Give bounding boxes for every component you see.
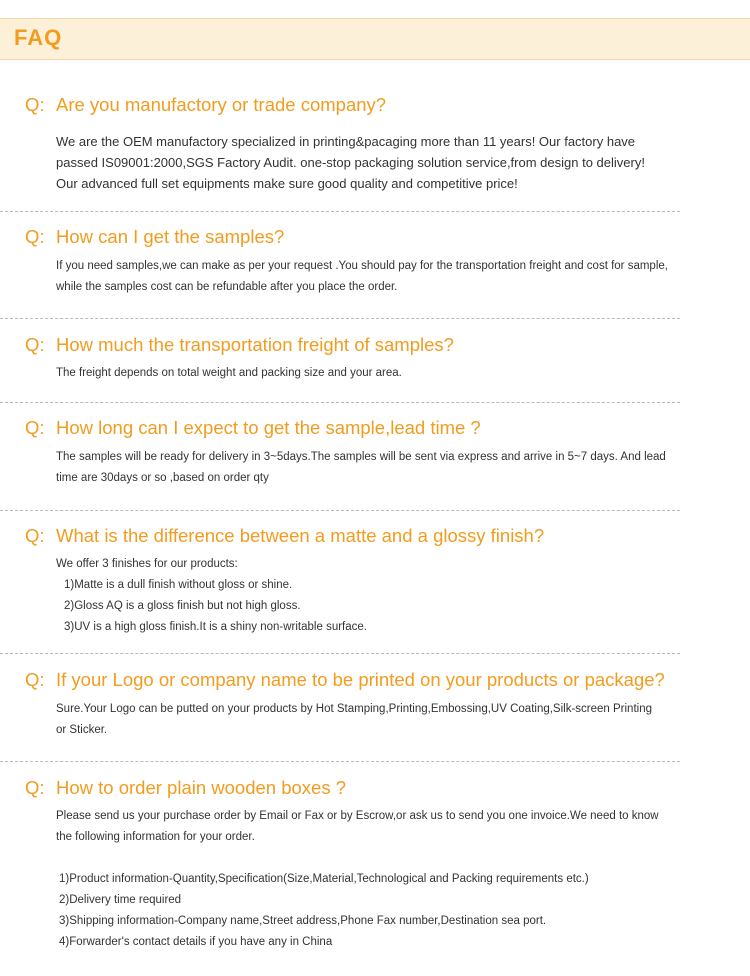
faq-question-6 [25, 669, 665, 691]
answer-line: The freight depends on total weight and packing size and your area. [56, 367, 402, 379]
answer-line: 3)UV is a high gloss finish.It is a shiny non-writable surface. [64, 621, 367, 633]
answer-line: Please send us your purchase order by Email or Fax or by Escrow,or ask us to send you one invoice.We need to know [56, 810, 659, 822]
faq-answer-7 [56, 806, 736, 848]
q-label: Q: [25, 669, 45, 690]
question-text: Are you manufactory or trade company? [56, 94, 387, 115]
question-text: How much the transportation freight of samples? [56, 334, 454, 355]
answer-line: 1)Matte is a dull finish without gloss or shine. [64, 579, 293, 591]
answer-line: We offer 3 finishes for our products: [56, 558, 238, 570]
divider [0, 318, 680, 319]
faq-answer-4 [56, 447, 736, 489]
faq-question-1 [25, 94, 386, 116]
answer-line: 1)Product information-Quantity,Specification(Size,Material,Technological and Packing requirements etc.) [59, 873, 589, 885]
faq-question-4 [25, 417, 481, 439]
question-text: How can I get the samples? [56, 226, 285, 247]
faq-question-7 [25, 777, 346, 799]
q-label: Q: [25, 525, 45, 546]
answer-line: the following information for your order. [56, 831, 255, 843]
answer-line: time are 30days or so ,based on order qty [56, 472, 269, 484]
faq-answer-1 [56, 131, 736, 194]
q-label: Q: [25, 94, 45, 115]
answer-line: passed IS09001:2000,SGS Factory Audit. one-stop packaging solution service,from design to delivery! [56, 155, 645, 170]
divider [0, 211, 680, 212]
question-text: How long can I expect to get the sample,lead time ? [56, 417, 481, 438]
answer-line: If you need samples,we can make as per your request .You should pay for the transportation freight and cost for sample, [56, 260, 668, 272]
faq-question-2 [25, 226, 284, 248]
question-text: How to order plain wooden boxes ? [56, 777, 347, 798]
faq-title: FAQ [14, 25, 63, 50]
faq-answer-6 [56, 699, 736, 741]
divider [0, 761, 680, 762]
q-label: Q: [25, 417, 45, 438]
faq-question-5 [25, 525, 544, 547]
answer-line: Our advanced full set equipments make sure good quality and competitive price! [56, 176, 518, 191]
q-label: Q: [25, 334, 45, 355]
faq-answer-3 [56, 363, 736, 384]
answer-line: 4)Forwarder's contact details if you have any in China [59, 936, 333, 948]
divider [0, 510, 680, 511]
faq-header-banner [0, 18, 750, 60]
answer-line: We are the OEM manufactory specialized in printing&pacaging more than 11 years! Our factory have [56, 134, 636, 149]
faq-answer-2 [56, 256, 736, 298]
answer-line: 2)Delivery time required [59, 894, 182, 906]
question-text: If your Logo or company name to be printed on your products or package? [56, 669, 665, 690]
q-label: Q: [25, 226, 45, 247]
faq-question-3 [25, 334, 454, 356]
divider [0, 653, 680, 654]
answer-line: The samples will be ready for delivery in 3~5days.The samples will be sent via express and arrive in 5~7 days. And lead [56, 451, 666, 463]
divider [0, 402, 680, 403]
answer-line: Sure.Your Logo can be putted on your products by Hot Stamping,Printing,Embossing,UV Coating,Silk-screen Printing [56, 703, 652, 715]
answer-line: 2)Gloss AQ is a gloss finish but not high gloss. [64, 600, 301, 612]
faq-answer-5 [56, 554, 736, 638]
answer-line: 3)Shipping information-Company name,Street address,Phone Fax number,Destination sea port. [59, 915, 547, 927]
answer-line: or Sticker. [56, 724, 108, 736]
q-label: Q: [25, 777, 45, 798]
question-text: What is the difference between a matte and a glossy finish? [56, 525, 545, 546]
answer-line: while the samples cost can be refundable after you place the order. [56, 281, 398, 293]
faq-answer-7-list [56, 869, 736, 953]
